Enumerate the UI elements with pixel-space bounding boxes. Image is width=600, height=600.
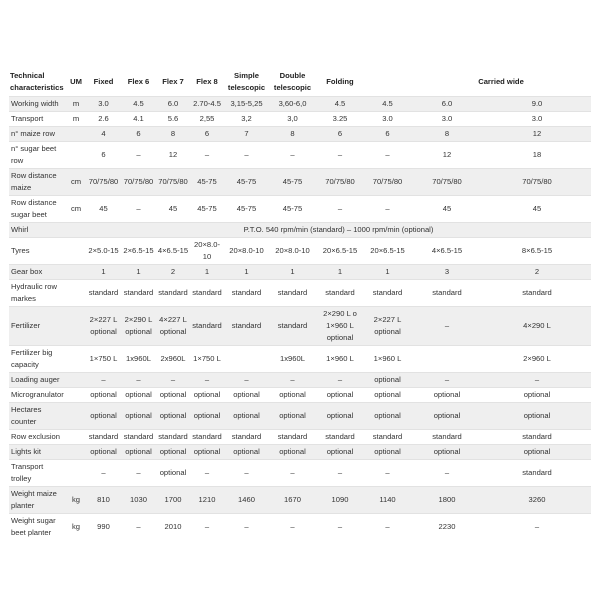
row-label: Hectares counter [11,405,42,426]
table-cell: 2,55 [199,114,215,123]
table-cell: 20×8.0-10 [275,246,310,255]
table-cell: 8 [444,129,450,138]
header-technical: Technical characteristics [10,71,64,92]
table-row [9,514,591,541]
table-cell: optional [374,390,401,399]
table-cell: 4 [101,129,106,138]
unit-cell [66,403,86,430]
table-cell: standard [88,288,119,297]
unit-cell [66,280,86,307]
table-cell: optional [523,411,551,420]
table-cell: 18 [532,150,542,159]
table-cell: 1 [385,267,390,276]
table-cell: 70/75/80 [432,177,462,186]
table-cell: – [136,522,141,531]
row-label: Transport trolley [11,462,44,483]
table-cell: 3.0 [382,114,393,123]
table-cell: 45-75 [236,204,257,213]
table-cell: 70/75/80 [372,177,403,186]
table-cell: optional [433,411,461,420]
table-cell: – [385,150,390,159]
table-cell: standard [277,321,308,330]
table-cell: 4.5 [133,99,144,108]
table-cell: optional [159,390,187,399]
unit-cell [66,346,86,373]
table-cell: standard [432,432,462,441]
table-cell: – [337,375,343,384]
table-cell: 1800 [438,495,456,504]
table-cell: – [337,468,343,477]
table-cell: optional [90,447,117,456]
table-cell: – [136,468,141,477]
unit-cell [66,307,86,346]
table-cell: 45 [168,204,178,213]
table-row [9,196,591,223]
table-cell: – [290,375,295,384]
unit-cell [66,373,86,388]
table-cell: 8 [170,129,176,138]
table-row [9,346,591,373]
table-cell: 810 [97,495,110,504]
table-cell: 2 [534,267,540,276]
table-cell: 1140 [379,495,396,504]
table-cell: 1 [337,267,343,276]
table-cell: standard [123,288,154,297]
table-cell: 70/75/80 [325,177,355,186]
row-label: Working width [11,99,59,108]
unit-cell: m [72,114,80,123]
table-cell: optional [279,411,306,420]
row-label: Fertilizer [11,321,41,330]
table-cell: – [385,522,390,531]
table-cell: 3.25 [332,114,348,123]
table-cell: optional [326,447,354,456]
table-row [9,238,591,265]
table-cell: 4×6.5-15 [157,246,189,255]
table-row [9,487,591,514]
table-cell: 70/75/80 [88,177,119,186]
table-cell: optional [159,411,187,420]
table-cell: 6.0 [441,99,453,108]
row-label: Weight maize planter [11,489,57,510]
table-row [9,445,591,460]
table-cell: 1210 [198,495,216,504]
table-cell: optional [125,390,152,399]
table-cell: 45 [99,204,108,213]
table-cell: optional [374,411,401,420]
table-cell: 4.1 [133,114,144,123]
table-cell: standard [158,432,188,441]
unit-cell [66,127,86,142]
table-row [9,430,591,445]
table-cell: – [136,375,141,384]
table-cell: – [290,150,295,159]
table-cell: 2010 [164,522,182,531]
table-cell: 6 [337,129,343,138]
spec-table-container [9,68,591,540]
table-cell: 1670 [284,495,301,504]
table-cell: 12 [168,150,178,159]
table-cell: 20×6.5-15 [322,246,358,255]
table-cell: optional [433,390,461,399]
table-cell: 2×290 L optional [124,315,153,336]
row-label: Microgranulator [11,390,64,399]
table-cell: 3.0 [441,114,453,123]
table-cell: 4.5 [334,99,346,108]
table-cell: optional [374,447,401,456]
table-cell: 1 [244,267,249,276]
table-cell: optional [523,447,551,456]
table-cell: 1 [204,267,210,276]
table-cell: 8 [290,129,295,138]
header-flex8: Flex 8 [196,77,218,86]
table-cell: 2x960L [160,354,186,363]
table-cell: 4×6.5-15 [431,246,463,255]
table-cell: 6.0 [167,99,179,108]
table-cell: 12 [442,150,452,159]
table-cell: 2.6 [98,114,109,123]
table-cell: 1700 [164,495,182,504]
table-cell: optional [374,375,401,384]
row-label: Weight sugar beet planter [11,516,56,537]
table-cell: – [534,522,540,531]
table-cell: standard [231,288,262,297]
table-cell: 20×8.0-10 [229,246,264,255]
table-cell: 4.5 [382,99,393,108]
table-cell: 1x960L [280,354,305,363]
table-cell: – [444,321,450,330]
table-cell: 1×750 L [193,354,221,363]
table-cell: 1090 [331,495,349,504]
table-row [9,97,591,112]
table-cell: 2×227 L optional [89,315,118,336]
table-cell: optional [159,447,187,456]
table-cell: 8×6.5-15 [521,246,553,255]
table-cell: 1x960L [126,354,151,363]
table-cell: optional [125,447,152,456]
table-cell: optional [159,468,187,477]
table-cell: optional [125,411,152,420]
table-cell: standard [522,432,552,441]
unit-cell: kg [71,522,81,531]
unit-cell [66,445,86,460]
table-row [9,169,591,196]
header-double-telescopic: Double telescopic [273,71,312,92]
table-cell: 1 [290,267,295,276]
table-cell: – [170,375,176,384]
table-cell: – [337,150,343,159]
table-cell: standard [522,288,552,297]
table-cell: 20×8.0-10 [194,240,220,261]
table-cell: 4×227 L optional [159,315,187,336]
header-flex6: Flex 6 [127,77,150,86]
table-cell: 45-75 [282,204,303,213]
table-cell: 45 [442,204,452,213]
row-label: n° maize row [11,129,55,138]
table-cell: – [244,375,249,384]
table-cell: 6 [136,129,141,138]
table-row [9,127,591,142]
table-row [9,388,591,403]
table-cell: – [204,468,210,477]
table-cell: standard [88,432,119,441]
table-cell: 70/75/80 [522,177,552,186]
table-cell: optional [193,411,221,420]
row-label: Fertilizer big capacity [11,348,53,369]
spec-table [9,68,591,540]
table-row [9,223,591,238]
table-cell: 45-75 [197,177,217,186]
unit-cell: m [72,99,80,108]
header-carried-wide: Carried wide [478,77,524,86]
table-cell: – [444,468,450,477]
table-cell: 3.0 [531,114,543,123]
unit-cell: cm [70,177,82,186]
table-cell: 6 [385,129,390,138]
table-cell: optional [90,411,117,420]
table-row [9,403,591,430]
table-row [9,460,591,487]
table-cell: standard [158,288,188,297]
row-label: Whirl [11,225,29,234]
unit-cell [66,430,86,445]
unit-cell [66,460,86,487]
table-cell: 6 [101,150,106,159]
table-cell: standard [123,432,154,441]
table-cell: – [204,150,210,159]
table-cell: – [244,522,249,531]
table-row [9,280,591,307]
table-cell: standard [231,432,262,441]
unit-cell [66,388,86,403]
row-label: n° sugar beet row [11,144,57,165]
table-cell: 3.0 [98,99,109,108]
table-body [9,97,591,541]
table-cell: standard [325,288,355,297]
table-cell: – [204,375,210,384]
table-cell: optional [193,390,221,399]
unit-cell [66,142,86,169]
table-cell: 3,15-5,25 [230,99,263,108]
row-label: Loading auger [11,375,60,384]
table-cell: – [136,150,141,159]
table-cell: – [136,204,141,213]
table-cell: standard [192,321,222,330]
table-cell: – [444,375,450,384]
table-cell: standard [372,288,403,297]
unit-cell [66,238,86,265]
table-cell: 2×5.0-15 [88,246,119,255]
table-cell: – [337,204,343,213]
table-cell: standard [231,321,262,330]
table-cell: 1 [101,267,106,276]
table-cell: 2 [170,267,176,276]
table-cell: 3,60-6,0 [278,99,307,108]
table-cell: 1×750 L [89,354,118,363]
table-cell: optional [193,447,221,456]
table-cell: – [337,522,343,531]
unit-cell: cm [70,204,82,213]
table-cell: optional [279,390,306,399]
table-cell: standard [192,432,222,441]
table-cell: 45-75 [197,204,217,213]
table-row [9,142,591,169]
table-cell: 2×960 L [523,354,551,363]
table-cell: – [101,468,106,477]
table-row [9,373,591,388]
table-cell: optional [90,390,117,399]
table-cell: 5.6 [167,114,179,123]
table-cell: 45-75 [282,177,303,186]
table-cell: 4×290 L [523,321,551,330]
table-cell: – [244,150,249,159]
table-cell: 1 [136,267,141,276]
table-cell: 12 [532,129,542,138]
header-flex7: Flex 7 [162,77,184,86]
table-cell: 1030 [130,495,147,504]
row-label: Lights kit [11,447,41,456]
table-row [9,265,591,280]
table-cell: 70/75/80 [158,177,188,186]
table-cell: 2×227 L optional [373,315,402,336]
table-cell: 1×960 L [373,354,402,363]
table-cell: optional [433,447,461,456]
table-cell: – [385,468,390,477]
table-cell: 2.70-4.5 [193,99,221,108]
table-cell: standard [192,288,222,297]
table-cell: P.T.O. 540 rpm/min (standard) – 1000 rpm/min (optional) [243,225,434,234]
table-cell: standard [522,468,552,477]
row-label: Row distance sugar beet [11,198,57,219]
header-fixed: Fixed [93,77,114,86]
table-cell [411,346,483,373]
table-cell: 20×6.5-15 [370,246,405,255]
table-cell: 45 [532,204,542,213]
table-cell: standard [325,432,355,441]
table-cell: – [534,375,540,384]
table-cell: 70/75/80 [123,177,154,186]
table-cell: standard [372,432,403,441]
table-cell: 6 [204,129,210,138]
table-row [9,112,591,127]
row-label: Tyres [11,246,30,255]
table-cell: – [101,375,106,384]
row-label: Row exclusion [11,432,60,441]
header-um: UM [70,77,82,86]
table-cell: standard [277,288,308,297]
row-label: Row distance maize [11,171,57,192]
table-cell: – [204,522,210,531]
table-cell: optional [233,390,260,399]
table-cell: – [290,522,295,531]
table-cell: optional [523,390,551,399]
table-cell: 3 [444,267,450,276]
table-cell: 2230 [438,522,456,531]
table-cell [224,346,269,373]
table-cell: 990 [97,522,110,531]
table-row [9,307,591,346]
table-cell: – [290,468,295,477]
table-cell: 1460 [238,495,255,504]
table-cell: 2×290 L o 1×960 L optional [323,309,357,342]
table-cell: 45-75 [236,177,257,186]
table-cell: 1×960 L [326,354,354,363]
row-label: Transport [11,114,44,123]
header-folding-2 [364,68,411,97]
header-simple-telescopic: Simple telescopic [227,71,266,92]
header-folding: Folding [326,77,354,86]
table-cell: 3,0 [287,114,298,123]
header-row [9,68,591,97]
table-cell: 3,2 [241,114,252,123]
table-cell: – [385,204,390,213]
table-cell: optional [279,447,306,456]
row-label: Gear box [11,267,43,276]
table-cell: optional [326,411,354,420]
table-cell: standard [277,432,308,441]
table-cell: optional [233,411,260,420]
table-cell: standard [432,288,462,297]
table-cell: 7 [244,129,249,138]
table-cell: optional [326,390,354,399]
unit-cell [66,223,86,238]
table-cell: 2×6.5-15 [123,246,154,255]
table-cell: 9.0 [531,99,543,108]
table-cell: – [244,468,249,477]
table-cell: 3260 [528,495,546,504]
row-label: Hydraulic row markes [11,282,57,303]
unit-cell [66,265,86,280]
unit-cell: kg [71,495,81,504]
table-cell: optional [233,447,260,456]
